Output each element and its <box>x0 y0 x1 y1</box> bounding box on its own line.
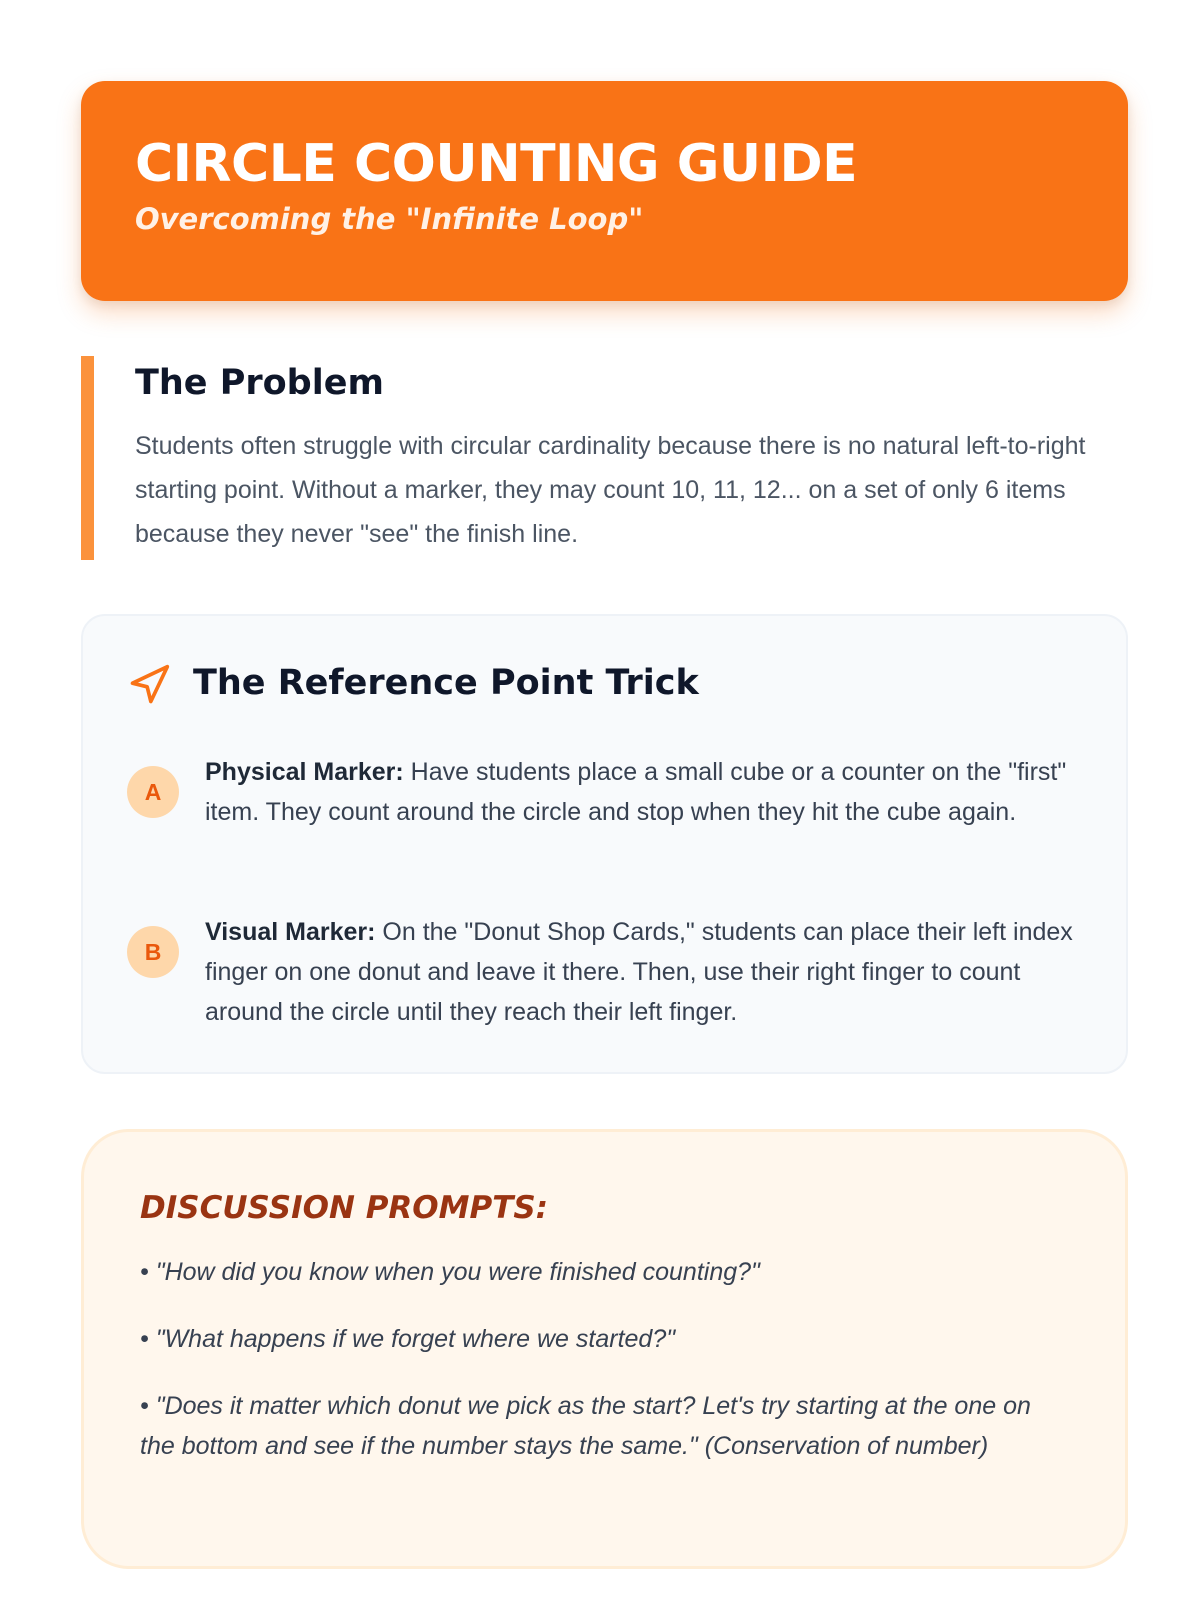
prompt-list <box>140 1252 1069 1466</box>
trick-item-text <box>205 752 1087 832</box>
page-subtitle: Overcoming the "Infinite Loop" <box>135 202 644 236</box>
trick-item-b <box>127 912 1087 1032</box>
trick-item-label: Visual Marker: <box>205 918 376 946</box>
navigation-arrow-icon <box>127 663 171 707</box>
discussion-prompts-title: DISCUSSION PROMPTS: <box>140 1190 549 1226</box>
badge-b: B <box>127 926 179 978</box>
trick-item-description: Have students place a small cube or a counter on the "first" item. They count around the circle and stop when they hit the cube again. <box>205 758 1067 826</box>
badge-a: A <box>127 766 179 818</box>
list-item: • "What happens if we forget where we started?" <box>140 1325 676 1353</box>
reference-point-title: The Reference Point Trick <box>193 663 699 703</box>
list-item: • "Does it matter which donut we pick as the start? Let's try starting at the one on the bottom and see if the number stays the same." (Conservation of number) <box>140 1392 1031 1460</box>
trick-item-description: On the "Donut Shop Cards," students can place their left index finger on one donut and leave it there. Then, use their right finger to count around the circle until they reach their left finger. <box>205 918 1073 1026</box>
trick-item-label: Physical Marker: <box>205 758 404 786</box>
problem-title: The Problem <box>135 363 384 403</box>
trick-item-a <box>127 752 1087 832</box>
list-item: • "How did you know when you were finished counting?" <box>140 1258 760 1286</box>
trick-item-text <box>205 912 1087 1032</box>
problem-body: Students often struggle with circular cardinality because there is no natural left-to-right starting point. Without a marker, they may count 10, 11, 12... on a set of only 6 items because they never "see" the finish line. <box>135 432 1086 548</box>
page-title: CIRCLE COUNTING GUIDE <box>135 134 858 194</box>
discussion-prompts-card <box>81 1129 1128 1569</box>
problem-section <box>81 356 1128 560</box>
header-banner <box>81 81 1128 301</box>
reference-point-card <box>81 614 1128 1074</box>
